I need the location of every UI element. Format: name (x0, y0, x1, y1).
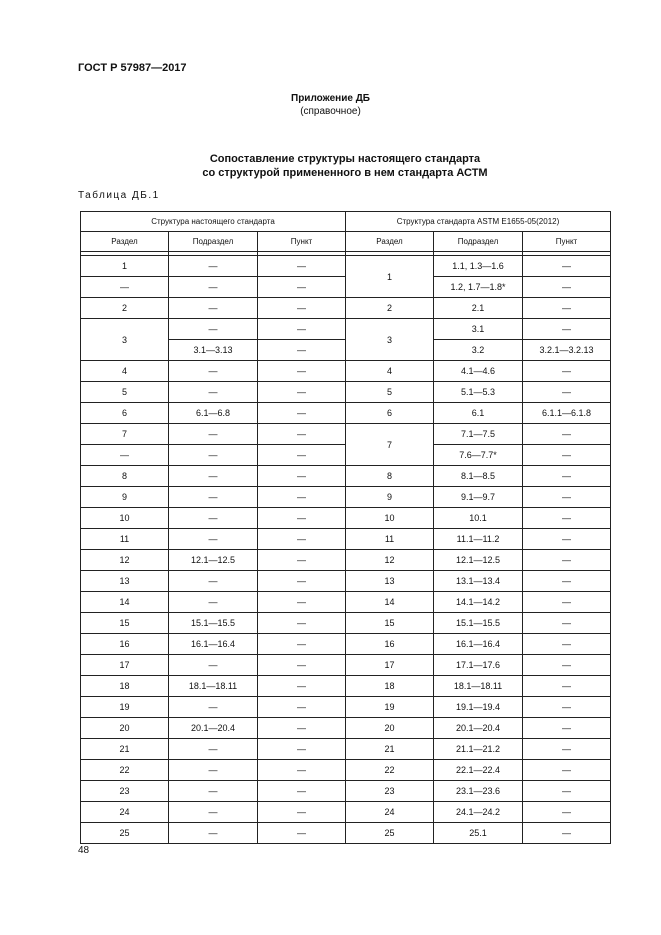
table-row (81, 319, 611, 340)
table-cell: 23.1—23.6 (434, 781, 523, 802)
table-cell: — (258, 613, 346, 634)
table-cell: — (523, 487, 611, 508)
table-row (81, 760, 611, 781)
table-cell: 8 (81, 466, 169, 487)
table-cell: 2 (346, 298, 434, 319)
table-cell: — (258, 487, 346, 508)
table-row (81, 361, 611, 382)
table-cell: 3.1—3.13 (169, 340, 258, 361)
table-cell: — (169, 382, 258, 403)
page-number: 48 (78, 845, 90, 856)
table-cell: — (169, 802, 258, 823)
table-cell: 2.1 (434, 298, 523, 319)
table-cell: — (523, 319, 611, 340)
section-title (0, 152, 661, 180)
table-cell: — (523, 592, 611, 613)
table-cell: 11 (81, 529, 169, 550)
table-cell: — (523, 361, 611, 382)
table-cell: 6 (346, 403, 434, 424)
table-cell: — (169, 697, 258, 718)
table-cell: — (169, 781, 258, 802)
table-cell: — (523, 424, 611, 445)
column-header: Раздел (346, 232, 434, 252)
table-cell: 6.1—6.8 (169, 403, 258, 424)
table-cell: — (523, 655, 611, 676)
table-cell: 10.1 (434, 508, 523, 529)
table-cell: — (169, 739, 258, 760)
table-cell: 12 (346, 550, 434, 571)
table-cell: 21.1—21.2 (434, 739, 523, 760)
table-cell: — (523, 466, 611, 487)
table-cell: 18 (346, 676, 434, 697)
table-cell: 9.1—9.7 (434, 487, 523, 508)
table-cell: 8.1—8.5 (434, 466, 523, 487)
table-cell: 23 (81, 781, 169, 802)
table-cell: — (169, 508, 258, 529)
table-cell: — (169, 592, 258, 613)
table-cell: 25 (346, 823, 434, 844)
table-cell: 25 (81, 823, 169, 844)
comparison-table (80, 211, 611, 844)
table-row (81, 802, 611, 823)
table-cell: 5.1—5.3 (434, 382, 523, 403)
table-row (81, 571, 611, 592)
group-header-astm-standard: Структура стандарта ASTM E1655-05(2012) (346, 212, 611, 232)
table-cell: 9 (81, 487, 169, 508)
table-cell: — (523, 382, 611, 403)
table-cell: — (523, 445, 611, 466)
table-cell: — (169, 319, 258, 340)
table-cell: — (523, 277, 611, 298)
table-cell: — (258, 529, 346, 550)
table-cell: 15 (81, 613, 169, 634)
table-cell: 21 (346, 739, 434, 760)
table-cell: — (258, 592, 346, 613)
table-cell: — (81, 445, 169, 466)
table-cell: 6.1 (434, 403, 523, 424)
table-cell: — (523, 676, 611, 697)
table-cell: 1 (346, 256, 434, 298)
table-cell: 17 (81, 655, 169, 676)
table-cell: 10 (346, 508, 434, 529)
table-cell: 3.1 (434, 319, 523, 340)
table-cell: 17.1—17.6 (434, 655, 523, 676)
table-row (81, 634, 611, 655)
table-cell: — (258, 676, 346, 697)
table-cell: 7 (346, 424, 434, 466)
section-title-line-2: со структурой примененного в нем стандарта АСТМ (202, 167, 488, 179)
table-cell: 22.1—22.4 (434, 760, 523, 781)
table-cell: 14 (81, 592, 169, 613)
table-cell: — (523, 697, 611, 718)
table-cell: — (258, 424, 346, 445)
table-cell: 18.1—18.11 (169, 676, 258, 697)
table-cell: 16.1—16.4 (169, 634, 258, 655)
table-row (81, 550, 611, 571)
table-row (81, 781, 611, 802)
table-cell: — (258, 760, 346, 781)
table-cell: 22 (346, 760, 434, 781)
table-cell: 1 (81, 256, 169, 277)
table-cell: 7 (81, 424, 169, 445)
column-header: Подраздел (169, 232, 258, 252)
table-cell: 6 (81, 403, 169, 424)
table-cell: 25.1 (434, 823, 523, 844)
table-cell: 15.1—15.5 (434, 613, 523, 634)
table-cell: — (258, 466, 346, 487)
table-cell: 23 (346, 781, 434, 802)
table-cell: — (523, 571, 611, 592)
table-cell: — (523, 739, 611, 760)
table-cell: 20.1—20.4 (169, 718, 258, 739)
table-cell: 15 (346, 613, 434, 634)
appendix-title: Приложение ДБ (291, 93, 370, 104)
table-cell: 18.1—18.11 (434, 676, 523, 697)
table-cell: 3 (346, 319, 434, 361)
table-cell: — (169, 487, 258, 508)
table-row (81, 613, 611, 634)
appendix-heading (0, 92, 661, 118)
table-cell: 12 (81, 550, 169, 571)
table-cell: — (258, 550, 346, 571)
table-cell: — (169, 445, 258, 466)
table-cell: 20 (346, 718, 434, 739)
table-label: Таблица ДБ.1 (78, 190, 160, 201)
table-cell: — (523, 802, 611, 823)
table-cell: 9 (346, 487, 434, 508)
table-cell: 11.1—11.2 (434, 529, 523, 550)
table-cell: 13.1—13.4 (434, 571, 523, 592)
table-cell: 20 (81, 718, 169, 739)
table-cell: — (169, 760, 258, 781)
table-cell: — (523, 613, 611, 634)
table-cell: — (258, 340, 346, 361)
table-cell: 21 (81, 739, 169, 760)
table-cell: 10 (81, 508, 169, 529)
table-cell: — (169, 823, 258, 844)
table-cell: 2 (81, 298, 169, 319)
table-cell: — (523, 256, 611, 277)
table-cell: — (258, 781, 346, 802)
table-cell: — (523, 508, 611, 529)
table-row (81, 298, 611, 319)
table-row (81, 718, 611, 739)
appendix-subtitle: (справочное) (300, 106, 361, 117)
table-cell: — (258, 508, 346, 529)
table-row (81, 424, 611, 445)
table-cell: 7.1—7.5 (434, 424, 523, 445)
table-cell: 7.6—7.7* (434, 445, 523, 466)
table-cell: 3 (81, 319, 169, 361)
table-row (81, 592, 611, 613)
table-cell: 24 (81, 802, 169, 823)
table-row (81, 256, 611, 277)
table-cell: 14 (346, 592, 434, 613)
table-cell: — (258, 298, 346, 319)
document-code: ГОСТ Р 57987—2017 (78, 62, 187, 74)
table-cell: 13 (81, 571, 169, 592)
group-header-this-standard: Структура настоящего стандарта (81, 212, 346, 232)
table-cell: 11 (346, 529, 434, 550)
table-cell: 18 (81, 676, 169, 697)
table-row (81, 676, 611, 697)
table-cell: — (258, 319, 346, 340)
table-cell: 12.1—12.5 (434, 550, 523, 571)
table-cell: — (258, 718, 346, 739)
comparison-table-wrapper (80, 211, 611, 844)
column-header: Раздел (81, 232, 169, 252)
table-cell: — (258, 697, 346, 718)
table-cell: — (258, 382, 346, 403)
table-cell: — (258, 739, 346, 760)
table-cell: 5 (81, 382, 169, 403)
table-cell: — (523, 550, 611, 571)
column-header: Пункт (523, 232, 611, 252)
table-cell: 20.1—20.4 (434, 718, 523, 739)
table-row (81, 739, 611, 760)
table-cell: 22 (81, 760, 169, 781)
table-cell: — (169, 361, 258, 382)
table-row (81, 508, 611, 529)
table-cell: — (258, 361, 346, 382)
table-cell: 4 (346, 361, 434, 382)
table-cell: — (169, 466, 258, 487)
column-header: Пункт (258, 232, 346, 252)
column-header: Подраздел (434, 232, 523, 252)
table-cell: 1.2, 1.7—1.8* (434, 277, 523, 298)
table-cell: 3.2 (434, 340, 523, 361)
table-cell: — (523, 823, 611, 844)
table-cell: 24 (346, 802, 434, 823)
table-cell: — (258, 277, 346, 298)
table-cell: 3.2.1—3.2.13 (523, 340, 611, 361)
table-cell: 1.1, 1.3—1.6 (434, 256, 523, 277)
table-cell: — (169, 298, 258, 319)
table-cell: — (169, 529, 258, 550)
table-row (81, 529, 611, 550)
table-cell: — (523, 298, 611, 319)
table-cell: 12.1—12.5 (169, 550, 258, 571)
table-row (81, 382, 611, 403)
table-cell: — (523, 718, 611, 739)
table-cell: — (258, 403, 346, 424)
table-cell: — (258, 445, 346, 466)
table-cell: 16.1—16.4 (434, 634, 523, 655)
section-title-line-1: Сопоставление структуры настоящего стандарта (209, 153, 481, 165)
table-cell: — (169, 571, 258, 592)
table-cell: 19 (346, 697, 434, 718)
table-cell: — (169, 424, 258, 445)
table-cell: 19 (81, 697, 169, 718)
table-cell: — (258, 823, 346, 844)
table-cell: — (523, 760, 611, 781)
table-cell: 16 (81, 634, 169, 655)
table-cell: 6.1.1—6.1.8 (523, 403, 611, 424)
table-row (81, 697, 611, 718)
table-cell: 14.1—14.2 (434, 592, 523, 613)
table-cell: 24.1—24.2 (434, 802, 523, 823)
table-cell: — (258, 571, 346, 592)
table-body (81, 252, 611, 844)
table-cell: — (258, 802, 346, 823)
table-row (81, 823, 611, 844)
table-cell: — (523, 634, 611, 655)
table-row (81, 487, 611, 508)
table-cell: 5 (346, 382, 434, 403)
table-cell: — (523, 781, 611, 802)
table-cell: 16 (346, 634, 434, 655)
table-cell: — (81, 277, 169, 298)
table-cell: — (258, 634, 346, 655)
table-cell: 15.1—15.5 (169, 613, 258, 634)
table-row (81, 403, 611, 424)
table-cell: 4 (81, 361, 169, 382)
table-cell: — (169, 277, 258, 298)
table-cell: 4.1—4.6 (434, 361, 523, 382)
table-cell: 17 (346, 655, 434, 676)
table-cell: — (523, 529, 611, 550)
table-cell: 19.1—19.4 (434, 697, 523, 718)
table-cell: — (169, 655, 258, 676)
table-cell: — (258, 655, 346, 676)
table-row (81, 655, 611, 676)
table-cell: 8 (346, 466, 434, 487)
table-cell: — (258, 256, 346, 277)
table-cell: — (169, 256, 258, 277)
table-row (81, 466, 611, 487)
table-cell: 13 (346, 571, 434, 592)
